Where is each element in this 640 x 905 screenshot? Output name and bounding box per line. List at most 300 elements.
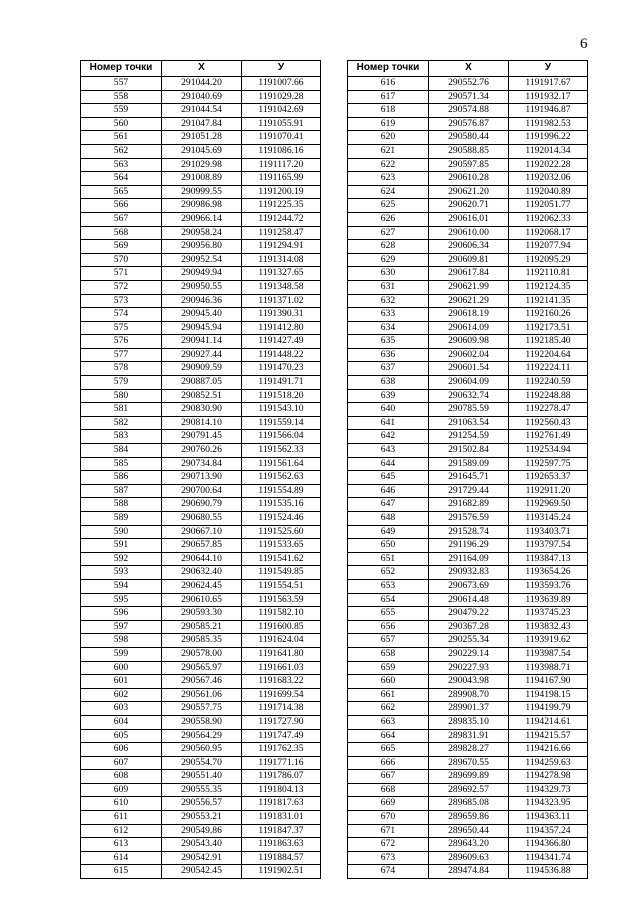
x-coordinate-cell: 291164.09 — [429, 552, 509, 566]
table-header-row — [348, 61, 588, 77]
point-number-cell: 560 — [81, 117, 162, 131]
table-row — [81, 675, 321, 689]
x-coordinate-cell: 290616.01 — [429, 212, 509, 226]
point-number-cell: 558 — [81, 90, 162, 104]
x-coordinate-cell: 291063.54 — [429, 416, 509, 430]
table-row — [81, 172, 321, 186]
y-coordinate-cell: 1192032.06 — [509, 172, 588, 186]
x-coordinate-cell: 290549.86 — [162, 824, 242, 838]
point-number-cell: 669 — [348, 797, 429, 811]
table-row — [81, 539, 321, 553]
y-coordinate-cell: 1191683.22 — [242, 675, 321, 689]
y-coordinate-cell: 1191786.07 — [242, 770, 321, 784]
point-number-cell: 598 — [81, 634, 162, 648]
point-number-cell: 601 — [81, 675, 162, 689]
table-row — [348, 158, 588, 172]
point-number-cell: 671 — [348, 824, 429, 838]
y-coordinate-cell: 1194215.57 — [509, 729, 588, 743]
table-row — [81, 131, 321, 145]
point-number-cell: 667 — [348, 770, 429, 784]
table-row — [81, 824, 321, 838]
point-number-cell: 662 — [348, 702, 429, 716]
table-row — [348, 362, 588, 376]
point-number-cell: 631 — [348, 280, 429, 294]
table-row — [81, 212, 321, 226]
y-coordinate-cell: 1191258.47 — [242, 226, 321, 240]
table-row — [348, 838, 588, 852]
table-row — [348, 457, 588, 471]
x-coordinate-cell: 291044.20 — [162, 77, 242, 91]
point-number-cell: 605 — [81, 729, 162, 743]
point-number-cell: 638 — [348, 376, 429, 390]
y-coordinate-cell: 1191624.04 — [242, 634, 321, 648]
header-y: У — [509, 61, 588, 77]
table-row — [348, 498, 588, 512]
y-coordinate-cell: 1192110.81 — [509, 267, 588, 281]
x-coordinate-cell: 290610.00 — [429, 226, 509, 240]
table-row — [81, 280, 321, 294]
x-coordinate-cell: 290555.35 — [162, 783, 242, 797]
x-coordinate-cell: 290578.00 — [162, 647, 242, 661]
table-row — [81, 647, 321, 661]
point-number-cell: 613 — [81, 838, 162, 852]
table-row — [348, 607, 588, 621]
x-coordinate-cell: 290621.20 — [429, 185, 509, 199]
y-coordinate-cell: 1191600.85 — [242, 620, 321, 634]
point-number-cell: 619 — [348, 117, 429, 131]
y-coordinate-cell: 1192185.40 — [509, 335, 588, 349]
x-coordinate-cell: 290945.94 — [162, 321, 242, 335]
point-number-cell: 617 — [348, 90, 429, 104]
table-row — [348, 675, 588, 689]
y-coordinate-cell: 1192240.59 — [509, 376, 588, 390]
y-coordinate-cell: 1192278.47 — [509, 403, 588, 417]
point-number-cell: 594 — [81, 579, 162, 593]
table-row — [348, 212, 588, 226]
y-coordinate-cell: 1194357.24 — [509, 824, 588, 838]
point-number-cell: 664 — [348, 729, 429, 743]
table-row — [348, 416, 588, 430]
point-number-cell: 573 — [81, 294, 162, 308]
point-number-cell: 591 — [81, 539, 162, 553]
y-coordinate-cell: 1191543.10 — [242, 403, 321, 417]
point-number-cell: 663 — [348, 715, 429, 729]
y-coordinate-cell: 1192051.77 — [509, 199, 588, 213]
table-row — [348, 661, 588, 675]
y-coordinate-cell: 1193745.23 — [509, 607, 588, 621]
point-number-cell: 632 — [348, 294, 429, 308]
x-coordinate-cell: 290657.85 — [162, 539, 242, 553]
x-coordinate-cell: 291045.69 — [162, 144, 242, 158]
y-coordinate-cell: 1191390.31 — [242, 308, 321, 322]
point-number-cell: 645 — [348, 471, 429, 485]
y-coordinate-cell: 1191117.20 — [242, 158, 321, 172]
y-coordinate-cell: 1193988.71 — [509, 661, 588, 675]
x-coordinate-cell: 290229.14 — [429, 647, 509, 661]
y-coordinate-cell: 1191863.63 — [242, 838, 321, 852]
x-coordinate-cell: 291044.54 — [162, 104, 242, 118]
table-row — [81, 294, 321, 308]
table-row — [348, 444, 588, 458]
table-row — [348, 321, 588, 335]
y-coordinate-cell: 1191727.90 — [242, 715, 321, 729]
y-coordinate-cell: 1191086.16 — [242, 144, 321, 158]
y-coordinate-cell: 1192141.35 — [509, 294, 588, 308]
x-coordinate-cell: 291051.28 — [162, 131, 242, 145]
y-coordinate-cell: 1191917.67 — [509, 77, 588, 91]
y-coordinate-cell: 1191470.23 — [242, 362, 321, 376]
y-coordinate-cell: 1193403.71 — [509, 525, 588, 539]
point-number-cell: 611 — [81, 811, 162, 825]
point-number-cell: 628 — [348, 240, 429, 254]
point-number-cell: 612 — [81, 824, 162, 838]
point-number-cell: 636 — [348, 348, 429, 362]
y-coordinate-cell: 1191427.49 — [242, 335, 321, 349]
x-coordinate-cell: 290557.75 — [162, 702, 242, 716]
y-coordinate-cell: 1191225.35 — [242, 199, 321, 213]
x-coordinate-cell: 290580.44 — [429, 131, 509, 145]
point-number-cell: 661 — [348, 688, 429, 702]
x-coordinate-cell: 290609.98 — [429, 335, 509, 349]
y-coordinate-cell: 1192534.94 — [509, 444, 588, 458]
table-row — [81, 321, 321, 335]
point-number-cell: 622 — [348, 158, 429, 172]
table-row — [348, 185, 588, 199]
point-number-cell: 647 — [348, 498, 429, 512]
point-number-cell: 580 — [81, 389, 162, 403]
point-number-cell: 569 — [81, 240, 162, 254]
header-point-number: Номер точки — [348, 61, 429, 77]
y-coordinate-cell: 1194198.15 — [509, 688, 588, 702]
y-coordinate-cell: 1194259.63 — [509, 756, 588, 770]
table-row — [81, 430, 321, 444]
y-coordinate-cell: 1191348.58 — [242, 280, 321, 294]
point-number-cell: 592 — [81, 552, 162, 566]
y-coordinate-cell: 1191804.13 — [242, 783, 321, 797]
table-row — [81, 743, 321, 757]
table-row — [348, 376, 588, 390]
x-coordinate-cell: 290255.34 — [429, 634, 509, 648]
point-number-cell: 567 — [81, 212, 162, 226]
y-coordinate-cell: 1194278.98 — [509, 770, 588, 784]
y-coordinate-cell: 1191541.62 — [242, 552, 321, 566]
x-coordinate-cell: 290887.05 — [162, 376, 242, 390]
x-coordinate-cell: 290621.99 — [429, 280, 509, 294]
y-coordinate-cell: 1191007.66 — [242, 77, 321, 91]
point-number-cell: 602 — [81, 688, 162, 702]
y-coordinate-cell: 1191294.91 — [242, 240, 321, 254]
x-coordinate-cell: 290585.35 — [162, 634, 242, 648]
x-coordinate-cell: 290941.14 — [162, 335, 242, 349]
y-coordinate-cell: 1191554.51 — [242, 579, 321, 593]
table-row — [348, 267, 588, 281]
point-number-cell: 607 — [81, 756, 162, 770]
y-coordinate-cell: 1191491.71 — [242, 376, 321, 390]
table-row — [348, 552, 588, 566]
y-coordinate-cell: 1193847.13 — [509, 552, 588, 566]
table-row — [81, 308, 321, 322]
x-coordinate-cell: 290552.76 — [429, 77, 509, 91]
table-row — [348, 172, 588, 186]
table-row — [348, 729, 588, 743]
point-number-cell: 614 — [81, 851, 162, 865]
y-coordinate-cell: 1194341.74 — [509, 851, 588, 865]
table-row — [81, 715, 321, 729]
y-coordinate-cell: 1194199.79 — [509, 702, 588, 716]
x-coordinate-cell: 290614.48 — [429, 593, 509, 607]
x-coordinate-cell: 290610.65 — [162, 593, 242, 607]
x-coordinate-cell: 289670.55 — [429, 756, 509, 770]
table-row — [348, 90, 588, 104]
y-coordinate-cell: 1193639.89 — [509, 593, 588, 607]
point-number-cell: 623 — [348, 172, 429, 186]
point-number-cell: 609 — [81, 783, 162, 797]
table-row — [81, 566, 321, 580]
y-coordinate-cell: 1193145.24 — [509, 512, 588, 526]
x-coordinate-cell: 290609.81 — [429, 253, 509, 267]
y-coordinate-cell: 1192160.26 — [509, 308, 588, 322]
table-row — [348, 117, 588, 131]
y-coordinate-cell: 1194167.90 — [509, 675, 588, 689]
table-row — [81, 77, 321, 91]
point-number-cell: 563 — [81, 158, 162, 172]
table-row — [81, 144, 321, 158]
x-coordinate-cell: 290986.98 — [162, 199, 242, 213]
y-coordinate-cell: 1191549.85 — [242, 566, 321, 580]
y-coordinate-cell: 1191055.91 — [242, 117, 321, 131]
x-coordinate-cell: 290617.84 — [429, 267, 509, 281]
y-coordinate-cell: 1191831.01 — [242, 811, 321, 825]
x-coordinate-cell: 291040.69 — [162, 90, 242, 104]
table-row — [348, 688, 588, 702]
point-number-cell: 571 — [81, 267, 162, 281]
y-coordinate-cell: 1191582.10 — [242, 607, 321, 621]
point-number-cell: 654 — [348, 593, 429, 607]
x-coordinate-cell: 289474.84 — [429, 865, 509, 879]
x-coordinate-cell: 290956.80 — [162, 240, 242, 254]
point-number-cell: 644 — [348, 457, 429, 471]
y-coordinate-cell: 1193987.54 — [509, 647, 588, 661]
table-row — [348, 131, 588, 145]
y-coordinate-cell: 1191518.20 — [242, 389, 321, 403]
point-number-cell: 615 — [81, 865, 162, 879]
y-coordinate-cell: 1191535.16 — [242, 498, 321, 512]
table-row — [81, 267, 321, 281]
table-row — [348, 294, 588, 308]
table-row — [348, 471, 588, 485]
table-row — [81, 403, 321, 417]
point-number-cell: 634 — [348, 321, 429, 335]
table-row — [81, 797, 321, 811]
table-row — [348, 715, 588, 729]
x-coordinate-cell: 291645.71 — [429, 471, 509, 485]
table-row — [348, 811, 588, 825]
point-number-cell: 626 — [348, 212, 429, 226]
table-row — [81, 117, 321, 131]
x-coordinate-cell: 290574.88 — [429, 104, 509, 118]
table-row — [81, 348, 321, 362]
point-number-cell: 593 — [81, 566, 162, 580]
point-number-cell: 651 — [348, 552, 429, 566]
point-number-cell: 597 — [81, 620, 162, 634]
table-row — [348, 579, 588, 593]
x-coordinate-cell: 290945.40 — [162, 308, 242, 322]
y-coordinate-cell: 1192068.17 — [509, 226, 588, 240]
x-coordinate-cell: 290227.93 — [429, 661, 509, 675]
table-row — [348, 851, 588, 865]
y-coordinate-cell: 1194363.11 — [509, 811, 588, 825]
x-coordinate-cell: 290567.46 — [162, 675, 242, 689]
x-coordinate-cell: 290621.29 — [429, 294, 509, 308]
x-coordinate-cell: 290999.55 — [162, 185, 242, 199]
table-row — [348, 770, 588, 784]
x-coordinate-cell: 290593.30 — [162, 607, 242, 621]
table-row — [348, 824, 588, 838]
y-coordinate-cell: 1192173.51 — [509, 321, 588, 335]
point-number-cell: 582 — [81, 416, 162, 430]
x-coordinate-cell: 290700.64 — [162, 484, 242, 498]
x-coordinate-cell: 290588.85 — [429, 144, 509, 158]
table-row — [348, 743, 588, 757]
x-coordinate-cell: 291528.74 — [429, 525, 509, 539]
table-row — [81, 552, 321, 566]
y-coordinate-cell: 1193919.62 — [509, 634, 588, 648]
table-row — [348, 566, 588, 580]
point-number-cell: 646 — [348, 484, 429, 498]
x-coordinate-cell: 291029.98 — [162, 158, 242, 172]
y-coordinate-cell: 1191412.80 — [242, 321, 321, 335]
y-coordinate-cell: 1191817.63 — [242, 797, 321, 811]
y-coordinate-cell: 1191525.60 — [242, 525, 321, 539]
point-number-cell: 599 — [81, 647, 162, 661]
x-coordinate-cell: 290852.51 — [162, 389, 242, 403]
point-number-cell: 587 — [81, 484, 162, 498]
x-coordinate-cell: 289659.86 — [429, 811, 509, 825]
point-number-cell: 606 — [81, 743, 162, 757]
y-coordinate-cell: 1191884.57 — [242, 851, 321, 865]
point-number-cell: 574 — [81, 308, 162, 322]
table-row — [348, 634, 588, 648]
page-number: 6 — [580, 36, 588, 52]
y-coordinate-cell: 1192597.75 — [509, 457, 588, 471]
x-coordinate-cell: 290576.87 — [429, 117, 509, 131]
y-coordinate-cell: 1194329.73 — [509, 783, 588, 797]
y-coordinate-cell: 1194366.80 — [509, 838, 588, 852]
y-coordinate-cell: 1193654.26 — [509, 566, 588, 580]
table-row — [348, 593, 588, 607]
y-coordinate-cell: 1191562.63 — [242, 471, 321, 485]
x-coordinate-cell: 290791.45 — [162, 430, 242, 444]
y-coordinate-cell: 1193593.76 — [509, 579, 588, 593]
point-number-cell: 608 — [81, 770, 162, 784]
point-number-cell: 627 — [348, 226, 429, 240]
x-coordinate-cell: 289901.37 — [429, 702, 509, 716]
table-row — [348, 389, 588, 403]
table-row — [348, 199, 588, 213]
x-coordinate-cell: 290604.09 — [429, 376, 509, 390]
x-coordinate-cell: 290632.40 — [162, 566, 242, 580]
x-coordinate-cell: 290949.94 — [162, 267, 242, 281]
y-coordinate-cell: 1191762.35 — [242, 743, 321, 757]
x-coordinate-cell: 290554.70 — [162, 756, 242, 770]
table-row — [81, 226, 321, 240]
point-number-cell: 578 — [81, 362, 162, 376]
y-coordinate-cell: 1191747.49 — [242, 729, 321, 743]
y-coordinate-cell: 1191946.87 — [509, 104, 588, 118]
header-x: X — [429, 61, 509, 77]
x-coordinate-cell: 291729.44 — [429, 484, 509, 498]
point-number-cell: 635 — [348, 335, 429, 349]
y-coordinate-cell: 1191327.65 — [242, 267, 321, 281]
x-coordinate-cell: 289828.27 — [429, 743, 509, 757]
x-coordinate-cell: 290610.28 — [429, 172, 509, 186]
table-row — [81, 661, 321, 675]
point-number-cell: 673 — [348, 851, 429, 865]
x-coordinate-cell: 290561.06 — [162, 688, 242, 702]
table-row — [81, 444, 321, 458]
x-coordinate-cell: 290690.79 — [162, 498, 242, 512]
table-row — [348, 756, 588, 770]
y-coordinate-cell: 1191902.51 — [242, 865, 321, 879]
x-coordinate-cell: 289908.70 — [429, 688, 509, 702]
table-row — [81, 634, 321, 648]
point-number-cell: 620 — [348, 131, 429, 145]
table-row — [348, 539, 588, 553]
table-row — [348, 226, 588, 240]
y-coordinate-cell: 1193797.54 — [509, 539, 588, 553]
x-coordinate-cell: 290734.84 — [162, 457, 242, 471]
table-row — [81, 185, 321, 199]
table-row — [348, 512, 588, 526]
point-number-cell: 640 — [348, 403, 429, 417]
x-coordinate-cell: 290667.10 — [162, 525, 242, 539]
x-coordinate-cell: 290927.44 — [162, 348, 242, 362]
x-coordinate-cell: 290601.54 — [429, 362, 509, 376]
x-coordinate-cell: 290606.34 — [429, 240, 509, 254]
y-coordinate-cell: 1191699.54 — [242, 688, 321, 702]
table-row — [348, 620, 588, 634]
table-row — [81, 865, 321, 879]
point-number-cell: 625 — [348, 199, 429, 213]
x-coordinate-cell: 290673.69 — [429, 579, 509, 593]
table-row — [81, 471, 321, 485]
point-number-cell: 575 — [81, 321, 162, 335]
table-row — [81, 240, 321, 254]
x-coordinate-cell: 291254.59 — [429, 430, 509, 444]
x-coordinate-cell: 289835.10 — [429, 715, 509, 729]
y-coordinate-cell: 1191982.53 — [509, 117, 588, 131]
x-coordinate-cell: 289692.57 — [429, 783, 509, 797]
y-coordinate-cell: 1191314.08 — [242, 253, 321, 267]
table-row — [81, 416, 321, 430]
y-coordinate-cell: 1194216.66 — [509, 743, 588, 757]
table-row — [348, 335, 588, 349]
table-row — [81, 90, 321, 104]
point-number-cell: 568 — [81, 226, 162, 240]
y-coordinate-cell: 1191771.16 — [242, 756, 321, 770]
point-number-cell: 586 — [81, 471, 162, 485]
x-coordinate-cell: 290830.90 — [162, 403, 242, 417]
header-point-number: Номер точки — [81, 61, 162, 77]
y-coordinate-cell: 1192653.37 — [509, 471, 588, 485]
point-number-cell: 665 — [348, 743, 429, 757]
x-coordinate-cell: 290560.95 — [162, 743, 242, 757]
x-coordinate-cell: 290542.45 — [162, 865, 242, 879]
point-number-cell: 672 — [348, 838, 429, 852]
point-number-cell: 642 — [348, 430, 429, 444]
x-coordinate-cell: 290950.55 — [162, 280, 242, 294]
table-row — [81, 376, 321, 390]
